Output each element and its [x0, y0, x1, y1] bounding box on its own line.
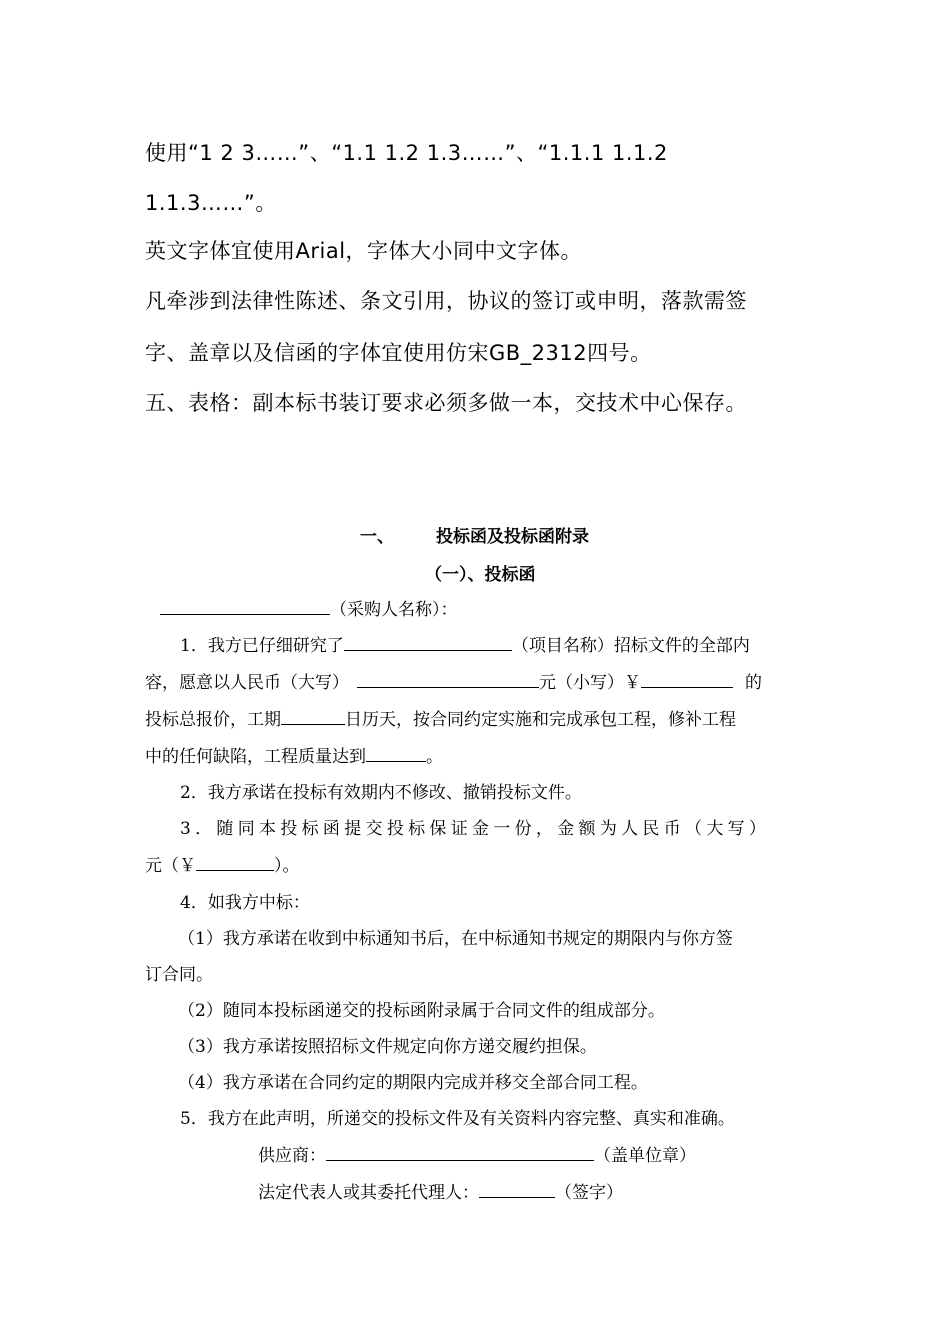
intro-line-5: 字、盖章以及信函的字体宜使用仿宋GB_2312四号。	[145, 341, 652, 365]
p4-item-1-line-1: （1）我方承诺在收到中标通知书后，在中标通知书规定的期限内与你方签	[178, 929, 733, 949]
intro-line-1: 使用“1 2 3……”、“1.1 1.2 1.3……”、“1.1.1 1.1.2	[145, 141, 668, 165]
amount-capital-blank	[357, 671, 539, 688]
supplier-note: （盖单位章）	[594, 1146, 696, 1166]
p3-line-1: 3．随同本投标函提交投标保证金一份，金额为人民币（大写）	[180, 819, 771, 839]
addressee-line	[160, 598, 458, 621]
p4-item-2: （2）随同本投标函递交的投标函附录属于合同文件的组成部分。	[178, 1001, 665, 1021]
intro-line-3: 英文字体宜使用Arial，字体大小同中文字体。	[145, 239, 583, 263]
representative-label: 法定代表人或其委托代理人：	[258, 1183, 479, 1203]
p1-text-g: 日历天，按合同约定实施和完成承包工程，修补工程	[345, 710, 736, 730]
representative-line	[258, 1181, 623, 1204]
intro-line-6: 五、表格：副本标书装订要求必须多做一本，交技术中心保存。	[145, 391, 747, 415]
p3-line-2	[145, 854, 300, 877]
p1-text-h: 中的任何缺陷，工程质量达到	[145, 747, 366, 767]
project-name-blank	[344, 634, 512, 651]
section-subtitle: （一）、投标函	[425, 565, 536, 585]
p3-text-b: 元（￥	[145, 856, 196, 876]
signature-blank	[479, 1181, 555, 1198]
section-number: 一、	[360, 527, 394, 547]
p2: 2．我方承诺在投标有效期内不修改、撤销投标文件。	[180, 783, 582, 803]
p5: 5．我方在此声明，所递交的投标文件及有关资料内容完整、真实和准确。	[180, 1109, 735, 1129]
supplier-label: 供应商：	[258, 1146, 326, 1166]
p1-text-c: 容，愿意以人民币（大写）	[145, 673, 349, 693]
p1-text-e: 的	[745, 673, 762, 693]
intro-line-4: 凡牵涉到法律性陈述、条文引用，协议的签订或申明，落款需签	[145, 289, 747, 313]
supplier-blank	[326, 1144, 594, 1161]
period-blank	[281, 708, 345, 725]
p1-line-1	[180, 634, 750, 657]
p4-item-1-line-2: 订合同。	[145, 965, 213, 985]
p4: 4．如我方中标：	[180, 893, 310, 913]
amount-figure-blank	[641, 671, 733, 688]
p1-line-3	[145, 708, 736, 731]
p1-text-f: 投标总报价，工期	[145, 710, 281, 730]
p1-line-2	[145, 671, 762, 694]
p1-text-d: 元（小写）￥	[539, 673, 641, 693]
p1-text-a: 1．我方已仔细研究了	[180, 636, 344, 656]
p1-line-4	[145, 745, 443, 768]
p1-text-b: （项目名称）招标文件的全部内	[511, 636, 750, 656]
intro-line-2: 1.1.3……”。	[145, 191, 277, 215]
p3-text-c: ）。	[274, 856, 300, 876]
addressee-suffix: （采购人名称）：	[330, 600, 458, 620]
representative-note: （签字）	[555, 1183, 623, 1203]
p4-item-3: （3）我方承诺按照招标文件规定向你方递交履约担保。	[178, 1037, 597, 1057]
bond-amount-blank	[196, 854, 274, 871]
p4-item-4: （4）我方承诺在合同约定的期限内完成并移交全部合同工程。	[178, 1073, 648, 1093]
supplier-line	[258, 1144, 696, 1167]
p1-text-i: 。	[426, 747, 443, 767]
section-title: 投标函及投标函附录	[436, 527, 589, 547]
purchaser-blank	[160, 598, 330, 615]
quality-blank	[366, 745, 426, 762]
